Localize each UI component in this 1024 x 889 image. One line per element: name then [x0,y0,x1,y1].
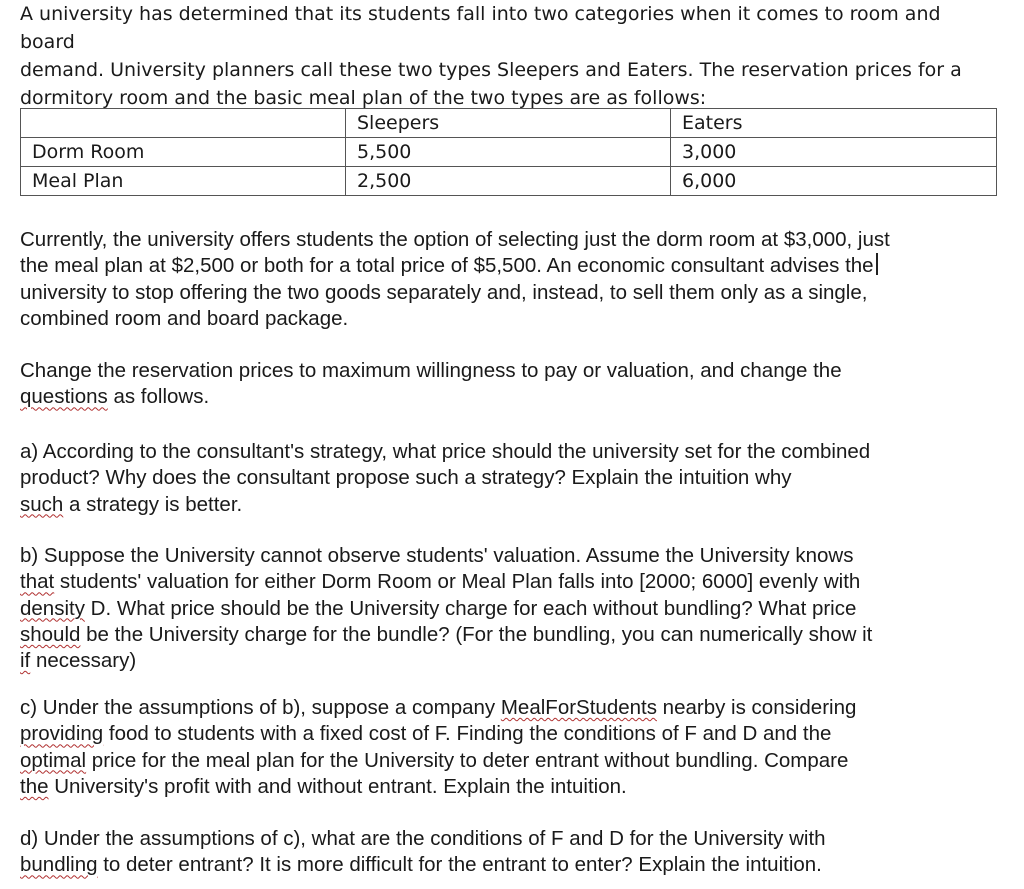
text-line: university to stop offering the two goods separately and, instead, to sell them only as a single, [20,280,868,304]
spellcheck-word: such [20,492,64,516]
text-line: the meal plan at $2,500 or both for a total price of $5,500. An economic consultant advises the [20,254,874,278]
text-line: to deter entrant? It is more difficult for the entrant to enter? Explain the intuition. [97,853,822,877]
spellcheck-word: providing [20,722,104,746]
spellcheck-word: that [20,570,55,594]
question-b [20,543,1004,674]
text-cursor [876,253,878,275]
text-line: food to students with a fixed cost of F. Finding the conditions of F and D and the [103,722,832,746]
text-line: nearby is considering [656,696,857,719]
text-line: price for the meal plan for the University to deter entrant without bundling. Compare [86,748,849,772]
table-cell: 6,000 [671,167,997,196]
intro-line-2: demand. University planners call these two types Sleepers and Eaters. The reservation prices for a [20,59,962,81]
question-d [20,826,1004,879]
table-cell: 5,500 [346,138,671,167]
table-cell: 3,000 [671,138,997,167]
text-line: Change the reservation prices to maximum willingness to pay or valuation, and change the [20,359,842,382]
intro-line-3: dormitory room and the basic meal plan of the two types are as follows: [20,87,707,109]
table-header-cell: Sleepers [346,109,671,138]
current-offer-paragraph [20,227,1004,332]
spellcheck-word: MealForStudents [500,696,657,719]
table-row [21,167,997,196]
table-header-cell [21,109,346,138]
spellcheck-word: questions [20,385,108,409]
text-line: c) Under the assumptions of b), suppose a company [20,696,501,719]
text-line: combined room and board package. [20,306,349,330]
text-line: as follows. [107,385,210,409]
table-cell: 2,500 [346,167,671,196]
text-line: students' valuation for either Dorm Room or Meal Plan falls into [2000; 6000] evenly with [54,570,861,594]
text-line: D. What price should be the University charge for each without bundling? What price [84,596,857,620]
text-line: product? Why does the consultant propose such a strategy? Explain the intuition why [20,466,792,490]
text-line: a) According to the consultant's strategy, what price should the university set for the combined [20,440,871,463]
spellcheck-word: optimal [20,748,87,772]
question-c [20,695,1004,800]
spellcheck-word: should [20,622,81,646]
instruction-paragraph [20,358,1004,411]
spellcheck-word: density [20,596,85,620]
table-cell: Meal Plan [21,167,346,196]
text-line: a strategy is better. [63,492,243,516]
table-header-row [21,109,997,138]
text-line: b) Suppose the University cannot observe students' valuation. Assume the University knows [20,544,854,567]
intro-paragraph [20,0,1000,112]
table-cell: Dorm Room [21,138,346,167]
spellcheck-word: the [20,774,49,798]
reservation-price-table [20,108,997,196]
question-a [20,439,1004,518]
text-line: necessary) [30,649,137,673]
table-row [21,138,997,167]
intro-line-1: A university has determined that its students fall into two categories when it comes to room and board [20,3,941,53]
text-line: Currently, the university offers students the option of selecting just the dorm room at $3,000, just [20,228,890,251]
text-line: University's profit with and without entrant. Explain the intuition. [48,774,627,798]
spellcheck-word: if [20,649,31,673]
spellcheck-word: bundling [20,853,98,877]
text-line: be the University charge for the bundle? (For the bundling, you can numerically show it [80,622,873,646]
table-header-cell: Eaters [671,109,997,138]
text-line: d) Under the assumptions of c), what are the conditions of F and D for the University with [20,827,826,850]
